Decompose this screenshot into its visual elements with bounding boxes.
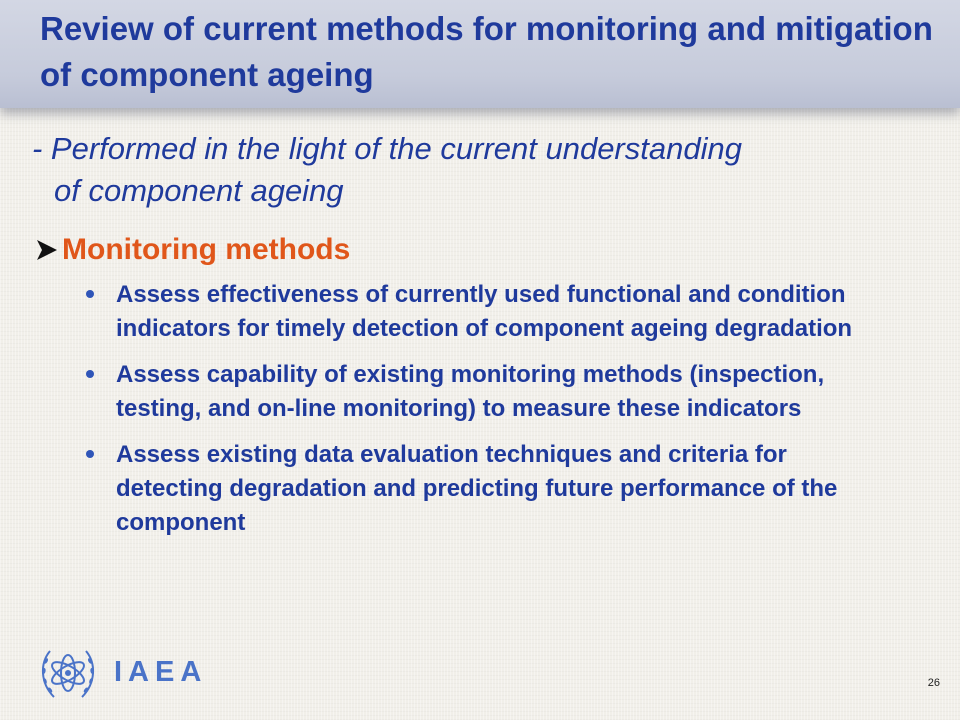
list-item [84, 358, 884, 426]
intro-line-2: of component ageing [54, 173, 344, 208]
bullet-text: Assess effectiveness of currently used functional and condition indicators for timely detection of component ageing degradation [116, 281, 853, 342]
list-item [84, 278, 884, 346]
organization-name: IAEA [114, 656, 208, 688]
section-heading [34, 228, 350, 272]
page-number: 26 [927, 677, 940, 689]
section-heading-label: Monitoring methods [62, 233, 351, 266]
bullet-dot-icon [86, 370, 94, 378]
iaea-emblem-icon [36, 643, 100, 703]
arrowhead-bullet-icon [34, 237, 60, 263]
bullet-text: Assess capability of existing monitoring methods (inspection, testing, and on-line monitoring) to measure these indicators [116, 361, 825, 422]
intro-line-1: - Performed in the light of the current understanding [32, 131, 742, 166]
bullet-text: Assess existing data evaluation techniques and criteria for detecting degradation and predicting future performance of the component [116, 441, 838, 536]
bullet-dot-icon [86, 450, 94, 458]
title-banner [0, 0, 960, 108]
intro-text [32, 128, 932, 212]
bullet-dot-icon [86, 290, 94, 298]
bullet-list [84, 278, 884, 552]
slide-title: Review of current methods for monitoring and mitigation of component ageing [40, 10, 933, 93]
list-item [84, 438, 884, 540]
